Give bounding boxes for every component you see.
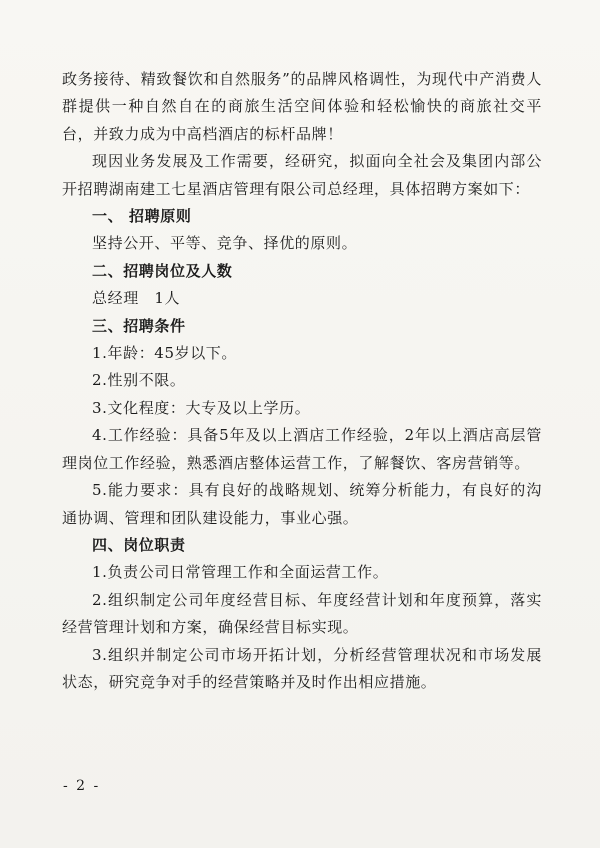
condition-experience: 4.工作经验：具备5年及以上酒店工作经验，2年以上酒店高层管理岗位工作经验，熟悉酒店整体运营工作，了解餐饮、客房营销等。 bbox=[62, 426, 542, 472]
section-heading-position: 二、招聘岗位及人数 bbox=[92, 261, 233, 280]
condition-ability: 5.能力要求：具有良好的战略规划、统筹分析能力，有良好的沟通协调、管理和团队建设能力，事业心强。 bbox=[62, 481, 542, 527]
paragraph-brand: 政务接待、精致餐饮和自然服务”的品牌风格调性，为现代中产消费人群提供一种自然自在的商旅生活空间体验和轻松愉快的商旅社交平台，并致力成为中高档酒店的标杆品牌！ bbox=[62, 70, 542, 143]
duty-3: 3.组织并制定公司市场开拓计划，分析经营管理状况和市场发展状态，研究竞争对手的经营策略并及时作出相应措施。 bbox=[62, 645, 542, 691]
duty-1: 1.负责公司日常管理工作和全面运营工作。 bbox=[92, 563, 389, 582]
principle-text: 坚持公开、平等、竞争、择优的原则。 bbox=[92, 234, 358, 253]
section-heading-conditions: 三、招聘条件 bbox=[92, 316, 186, 335]
duty-2: 2.组织制定公司年度经营目标、年度经营计划和年度预算，落实经营管理计划和方案，确保经营目标实现。 bbox=[62, 590, 542, 637]
page-number: - 2 - bbox=[63, 778, 101, 794]
paragraph-intro: 现因业务发展及工作需要，经研究，拟面向全社会及集团内部公开招聘湖南建工七星酒店管理有限公司总经理，具体招聘方案如下： bbox=[62, 152, 542, 198]
section-heading-duties: 四、岗位职责 bbox=[92, 535, 186, 554]
position-text: 总经理 1人 bbox=[92, 289, 181, 308]
condition-education: 3.文化程度：大专及以上学历。 bbox=[92, 398, 311, 417]
condition-age: 1.年龄：45岁以下。 bbox=[92, 344, 237, 363]
section-heading-principle: 一、 招聘原则 bbox=[92, 207, 192, 226]
condition-gender: 2.性别不限。 bbox=[92, 371, 186, 390]
document-body bbox=[62, 66, 542, 696]
